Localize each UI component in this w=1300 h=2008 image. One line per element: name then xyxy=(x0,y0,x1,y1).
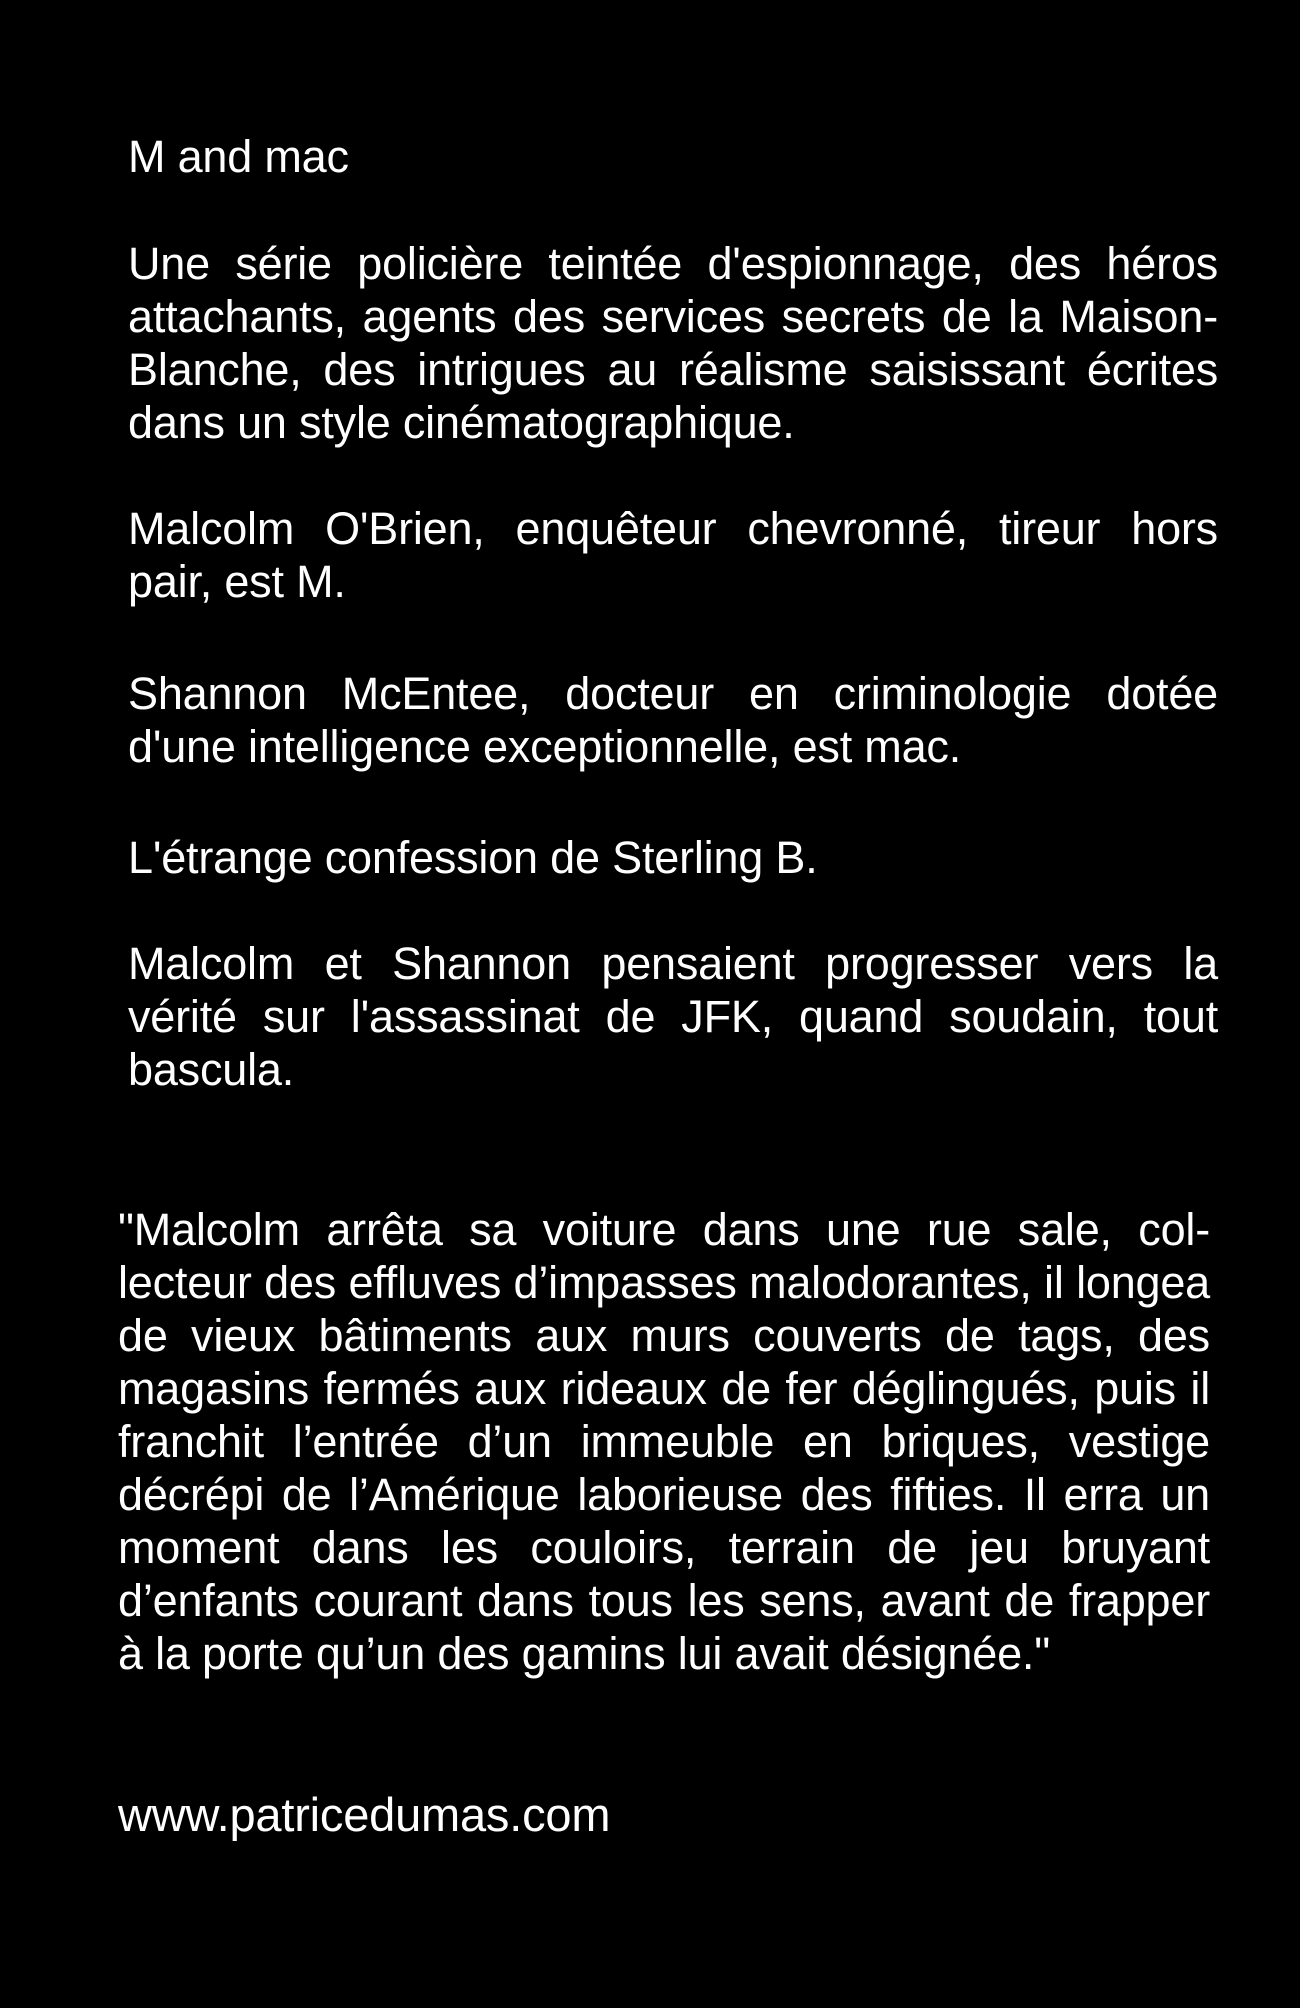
book-title: L'étrange confession de Sterling B. xyxy=(128,832,818,883)
author-website[interactable]: www.patricedumas.com xyxy=(118,1788,611,1841)
plot-summary: Malcolm et Shannon pensaient progresser vers la vérité sur l'assassinat de JFK, quand soudain, tout bascula. xyxy=(128,938,1218,1095)
book-excerpt: "Malcolm arrêta sa voiture dans une rue sale, col-lecteur des effluves d’impasses malodorantes, il longea de vieux bâtiments aux murs couverts de tags, des magasins fermés aux rideaux de fer déglingués, puis il franchit l’entrée d’un immeuble en briques, vestige décrépi de l’Amérique laborieuse des fifties. Il erra un moment dans les couloirs, terrain de jeu bruyant d’enfants courant dans tous les sens, avant de frapper à la porte qu’un des gamins lui avait désignée." xyxy=(118,1204,1210,1679)
series-title: M and mac xyxy=(128,131,349,182)
character-shannon: Shannon McEntee, docteur en criminologie dotée d'une intelligence exceptionnelle, est mac. xyxy=(128,668,1218,772)
character-malcolm: Malcolm O'Brien, enquêteur chevronné, tireur hors pair, est M. xyxy=(128,503,1218,607)
series-description: Une série policière teintée d'espionnage, des héros attachants, agents des services secrets de la Maison-Blanche, des intrigues au réalisme saisissant écrites dans un style cinématographique. xyxy=(128,238,1218,448)
